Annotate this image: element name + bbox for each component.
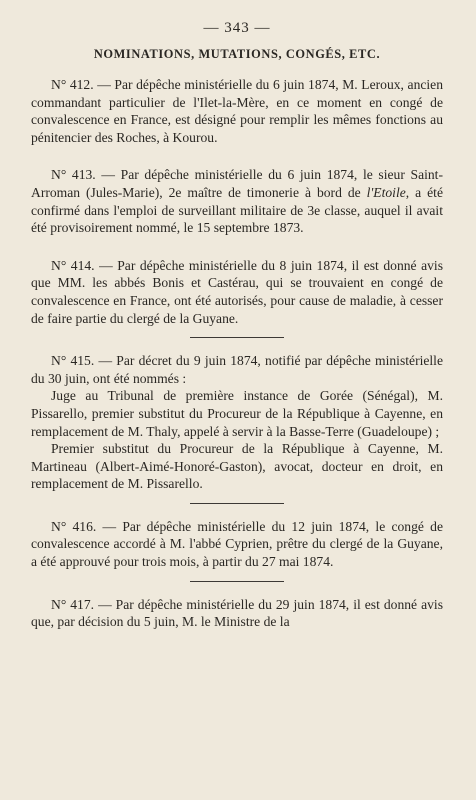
entry-paragraph xyxy=(31,596,443,631)
ship-name: l'Etoile xyxy=(366,184,406,200)
entry-paragraph xyxy=(31,166,443,236)
entry-415 xyxy=(31,352,443,493)
section-divider xyxy=(190,337,284,338)
entry-paragraph-3: Premier substitut du Procureur de la République à Cayenne, M. Martineau (Albert-Aimé-Honoré-Gaston), avocat, docteur en droit, en remplacement de M. Pissarello. xyxy=(31,441,443,492)
entry-number: N° 412. xyxy=(51,77,94,92)
entry-text: — Par dépêche ministérielle du 8 juin 1874, il est donné avis que MM. les abbés Bonis et Castérau, qui se trouvaient en congé de convalescence en France, ont été autorisés, pour cause de maladie, à cesser de faire partie du clergé de la Guyane. xyxy=(31,257,443,326)
section-title: NOMINATIONS, MUTATIONS, CONGÉS, ETC. xyxy=(93,47,381,61)
entry-number: N° 414. xyxy=(51,257,95,273)
entry-text: — Par dépêche ministérielle du 29 juin 1874, il est donné avis que, par décision du 5 juin, M. le Ministre de la xyxy=(31,596,443,630)
entry-412 xyxy=(31,76,443,146)
entry-413 xyxy=(31,166,443,236)
entry-416 xyxy=(31,518,443,571)
section-divider xyxy=(190,581,284,582)
entry-text-continued: , a été confirmé dans l'emploi de surveillant militaire de 3e classe, auquel il avait été provisoirement nommé, le 15 septembre 1873. xyxy=(31,184,443,236)
section-divider xyxy=(190,503,284,504)
entry-number: N° 417. xyxy=(51,596,95,612)
entry-text: — Par dépêche ministérielle du 12 juin 1874, le congé de convalescence accordé à M. l'abbé Cyprien, prêtre du clergé de la Guyane, a été approuvé pour trois mois, à partir du 27 mai 1874. xyxy=(31,518,443,570)
entry-number: N° 416. xyxy=(51,518,97,534)
entry-number: N° 415. xyxy=(51,353,95,369)
entry-paragraph xyxy=(31,518,443,571)
entry-paragraph xyxy=(31,76,443,146)
page-number: — 343 — xyxy=(203,20,271,36)
entry-417 xyxy=(31,596,443,631)
entry-text: — Par dépêche ministérielle du 6 juin 1874, M. Leroux, ancien commandant particulier de l'Ilet-la-Mère, en ce moment en congé de convalescence en France, est désigné pour remplir les mêmes fonctions au pénitencier des Roches, à Kourou. xyxy=(31,77,444,145)
entry-paragraph xyxy=(31,257,443,327)
entry-paragraph xyxy=(31,352,443,387)
entry-414 xyxy=(31,257,443,327)
entry-text: — Par dépêche ministérielle du 6 juin 1874, le sieur Saint-Arroman (Jules-Marie), 2e maître de timonerie à bord de xyxy=(31,167,443,200)
entry-text: — Par décret du 9 juin 1874, notifié par dépêche ministérielle du 30 juin, ont été nommés : xyxy=(31,353,443,386)
entry-number: N° 413. xyxy=(51,167,96,183)
entry-paragraph-2: Juge au Tribunal de première instance de Gorée (Sénégal), M. Pissarello, premier substitut du Procureur de la République à Cayenne, en remplacement de M. Thaly, appelé à servir à la Basse-Terre (Guadeloupe) ; xyxy=(31,388,443,439)
